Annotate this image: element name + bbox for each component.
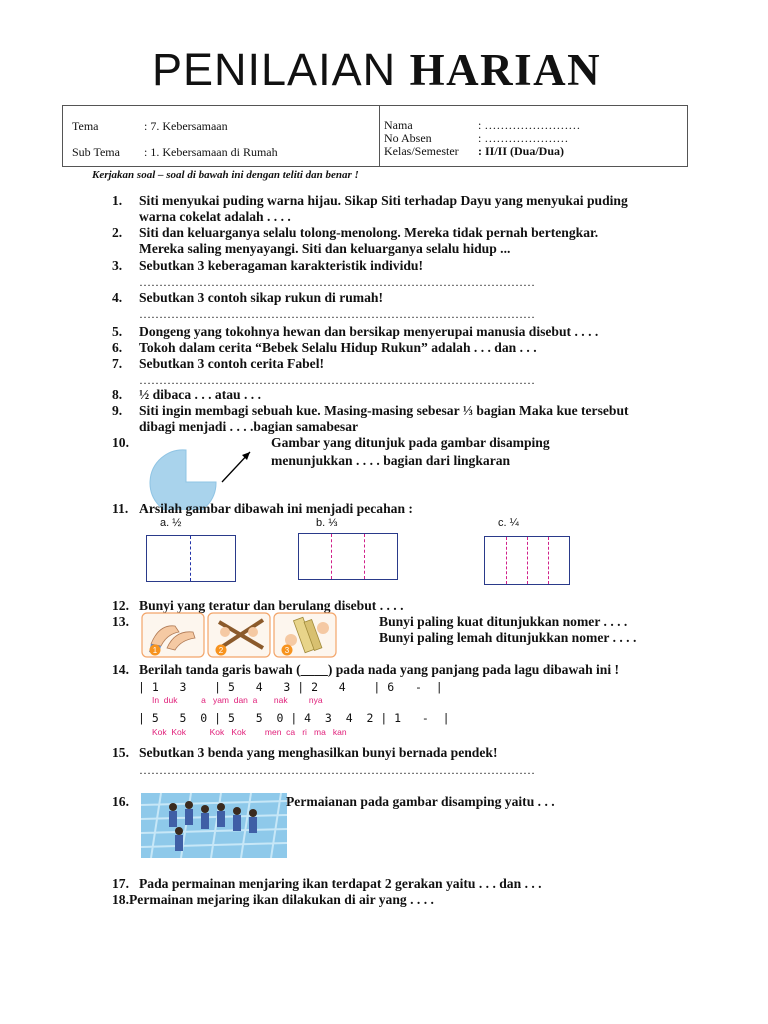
divide-line bbox=[506, 537, 507, 584]
divide-line bbox=[364, 534, 365, 579]
page-title: PENILAIAN HARIAN bbox=[152, 44, 602, 95]
subtema-label: Sub Tema bbox=[72, 145, 120, 159]
question-15: 15. Sebutkan 3 benda yang menghasilkan bunyi bernada pendek! bbox=[112, 745, 498, 760]
question-1: 1. Siti menyukai puding warna hijau. Sikap Siti terhadap Dayu yang menyukai puding bbox=[112, 193, 628, 208]
question-1-cont: warna cokelat adalah . . . . bbox=[139, 209, 291, 224]
sound-images bbox=[141, 612, 337, 658]
song-notes-row-2: | 5 5 0 | 5 5 0 | 4 3 4 2 | 1 - | bbox=[138, 711, 450, 725]
question-10-number: 10. bbox=[112, 435, 129, 450]
kelas-label: Kelas/Semester bbox=[384, 144, 459, 158]
image-number-2: 2 bbox=[218, 646, 224, 655]
absen-label: No Absen bbox=[384, 131, 432, 145]
question-2-cont: Mereka saling menyayangi. Siti dan keluarganya selalu hidup ... bbox=[139, 241, 511, 256]
divide-line bbox=[548, 537, 549, 584]
nama-field[interactable]: : …………………… bbox=[478, 118, 581, 132]
instruction: Kerjakan soal – soal di bawah ini dengan teliti dan benar ! bbox=[92, 169, 359, 181]
subtema-value: : 1. Kebersamaan di Rumah bbox=[144, 145, 278, 159]
question-13-cont: Bunyi paling lemah ditunjukkan nomer . . . . bbox=[379, 630, 637, 645]
question-10-text: Gambar yang ditunjuk pada gambar disamping bbox=[271, 435, 550, 450]
fraction-rect-b[interactable] bbox=[298, 533, 398, 580]
question-16-text: Permaianan pada gambar disamping yaitu . . . bbox=[286, 794, 555, 809]
divide-line bbox=[331, 534, 332, 579]
tema-label: Tema bbox=[72, 119, 99, 133]
fishing-game-image bbox=[141, 793, 287, 858]
question-4: 4. Sebutkan 3 contoh sikap rukun di rumah! bbox=[112, 290, 384, 305]
absen-field[interactable]: : ………………… bbox=[478, 131, 569, 145]
image-number-3: 3 bbox=[284, 646, 290, 655]
fraction-label-b: b. ⅓ bbox=[316, 517, 338, 529]
fraction-label-c: c. ¼ bbox=[498, 517, 519, 529]
kelas-value: : II/II (Dua/Dua) bbox=[478, 144, 565, 158]
answer-line-3[interactable]: ……………………………………………………………………………………… bbox=[139, 275, 535, 289]
question-6: 6. Tokoh dalam cerita “Bebek Selalu Hidup Rukun” adalah . . . dan . . . bbox=[112, 340, 537, 355]
question-17: 17. Pada permainan menjaring ikan terdapat 2 gerakan yaitu . . . dan . . . bbox=[112, 876, 542, 891]
question-14: 14. Berilah tanda garis bawah (____) pada nada yang panjang pada lagu dibawah ini ! bbox=[112, 662, 620, 677]
answer-line-4[interactable]: ……………………………………………………………………………………… bbox=[139, 307, 535, 321]
pie-figure bbox=[140, 442, 260, 510]
image-number-1: 1 bbox=[152, 646, 158, 655]
question-9-cont: dibagi menjadi . . . .bagian samabesar bbox=[139, 419, 359, 434]
nama-label: Nama bbox=[384, 118, 413, 132]
song-lyrics-row-2: Kok Kok Kok Kok men ca ri ma kan bbox=[152, 727, 347, 737]
question-10-cont: menunjukkan . . . . bagian dari lingkaran bbox=[271, 453, 511, 468]
fraction-label-a: a. ½ bbox=[160, 517, 182, 529]
divide-line bbox=[527, 537, 528, 584]
question-3: 3. Sebutkan 3 keberagaman karakteristik individu! bbox=[112, 258, 424, 273]
question-7: 7. Sebutkan 3 contoh cerita Fabel! bbox=[112, 356, 325, 371]
answer-line-7[interactable]: ……………………………………………………………………………………… bbox=[139, 373, 535, 387]
song-lyrics-row-1: In duk a yam dan a nak nya bbox=[152, 695, 323, 705]
question-8: 8. ½ dibaca . . . atau . . . bbox=[112, 387, 261, 402]
question-18: 18.Permainan mejaring ikan dilakukan di air yang . . . . bbox=[112, 892, 434, 907]
question-13-text: Bunyi paling kuat ditunjukkan nomer . . . . bbox=[379, 614, 628, 629]
question-5: 5. Dongeng yang tokohnya hewan dan bersikap menyerupai manusia disebut . . . . bbox=[112, 324, 599, 339]
divide-line bbox=[190, 536, 191, 581]
question-16-number: 16. bbox=[112, 794, 129, 809]
tema-value: : 7. Kebersamaan bbox=[144, 119, 228, 133]
question-13-number: 13. bbox=[112, 614, 129, 629]
fraction-rect-c[interactable] bbox=[484, 536, 570, 585]
question-2: 2. Siti dan keluarganya selalu tolong-menolong. Mereka tidak pernah bertengkar. bbox=[112, 225, 599, 240]
fraction-rect-a[interactable] bbox=[146, 535, 236, 582]
question-9: 9. Siti ingin membagi sebuah kue. Masing-masing sebesar ⅓ bagian Maka kue tersebut bbox=[112, 403, 629, 418]
song-notes-row-1: | 1 3 | 5 4 3 | 2 4 | 6 - | bbox=[138, 680, 443, 694]
answer-line-15[interactable]: ……………………………………………………………………………………… bbox=[139, 763, 535, 777]
question-12: 12. Bunyi yang teratur dan berulang disebut . . . . bbox=[112, 598, 404, 613]
question-11: 11. Arsilah gambar dibawah ini menjadi pecahan : bbox=[112, 501, 413, 516]
info-box-divider bbox=[379, 106, 380, 166]
